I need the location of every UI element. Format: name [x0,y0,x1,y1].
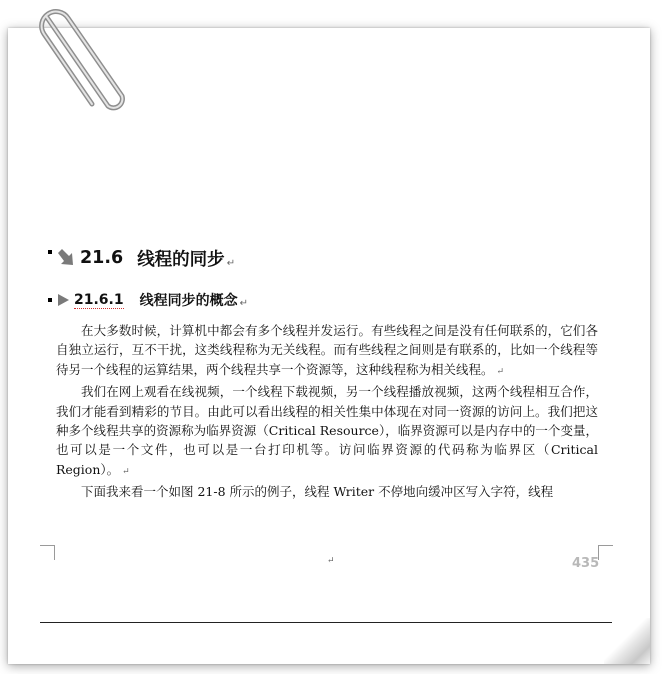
subsection-title: 线程同步的概念 [139,293,238,309]
body-text [56,321,598,502]
paperclip-icon [18,2,128,122]
crop-mark [40,545,55,560]
paragraph-mark-icon: ↵ [226,258,236,269]
subsection-number: 21.6.1 [74,291,124,308]
section-heading [48,244,235,272]
subsection-heading [48,288,248,312]
triangle-right-icon [56,293,70,307]
paragraph-mark-icon: ↵ [496,366,505,377]
page-number: 435 [572,556,600,571]
section-title: 线程的同步 [137,249,225,270]
paragraph-mark-icon: ↵ [327,556,335,566]
section-number: 21.6 [80,248,124,268]
heading-bullet [48,250,52,254]
page-curl [604,618,650,664]
paragraph: 在大多数时候，计算机中都会有多个线程并发运行。有些线程之间是没有任何联系的，它们各自独立运行，互不干扰，这类线程称为无关线程。而有些线程之间则是有联系的，比如一个线程等待另一个线程的运算结果，两个线程共享一个资源等，这种线程称为相关线程。 ↵ [56,323,598,377]
paragraph: 我们在网上观看在线视频，一个线程下载视频，另一个线程播放视频，这两个线程相互合作，我们才能看到精彩的节目。由此可以看出线程的相关性集中体现在对同一资源的访问上。我们把这种多个线程共享的资源称为临界资源（Critical Resource），临界资源可以是内存中的一个变量，也可以是一个文件，也可以是一台打印机等。访问临界资源的代码称为临界区（Critical Region）。 ↵ [56,384,598,477]
paragraph-mark-icon: ↵ [122,466,130,477]
paragraph-mark-icon: ↵ [239,298,248,309]
paragraph: 下面我来看一个如图 21-8 所示的例子，线程 Writer 不停地向缓冲区写入字符，线程 [81,484,554,500]
heading-bullet [48,298,52,302]
footer-rule [40,622,612,623]
arrow-down-right-icon [56,248,76,268]
crop-mark [598,545,613,560]
